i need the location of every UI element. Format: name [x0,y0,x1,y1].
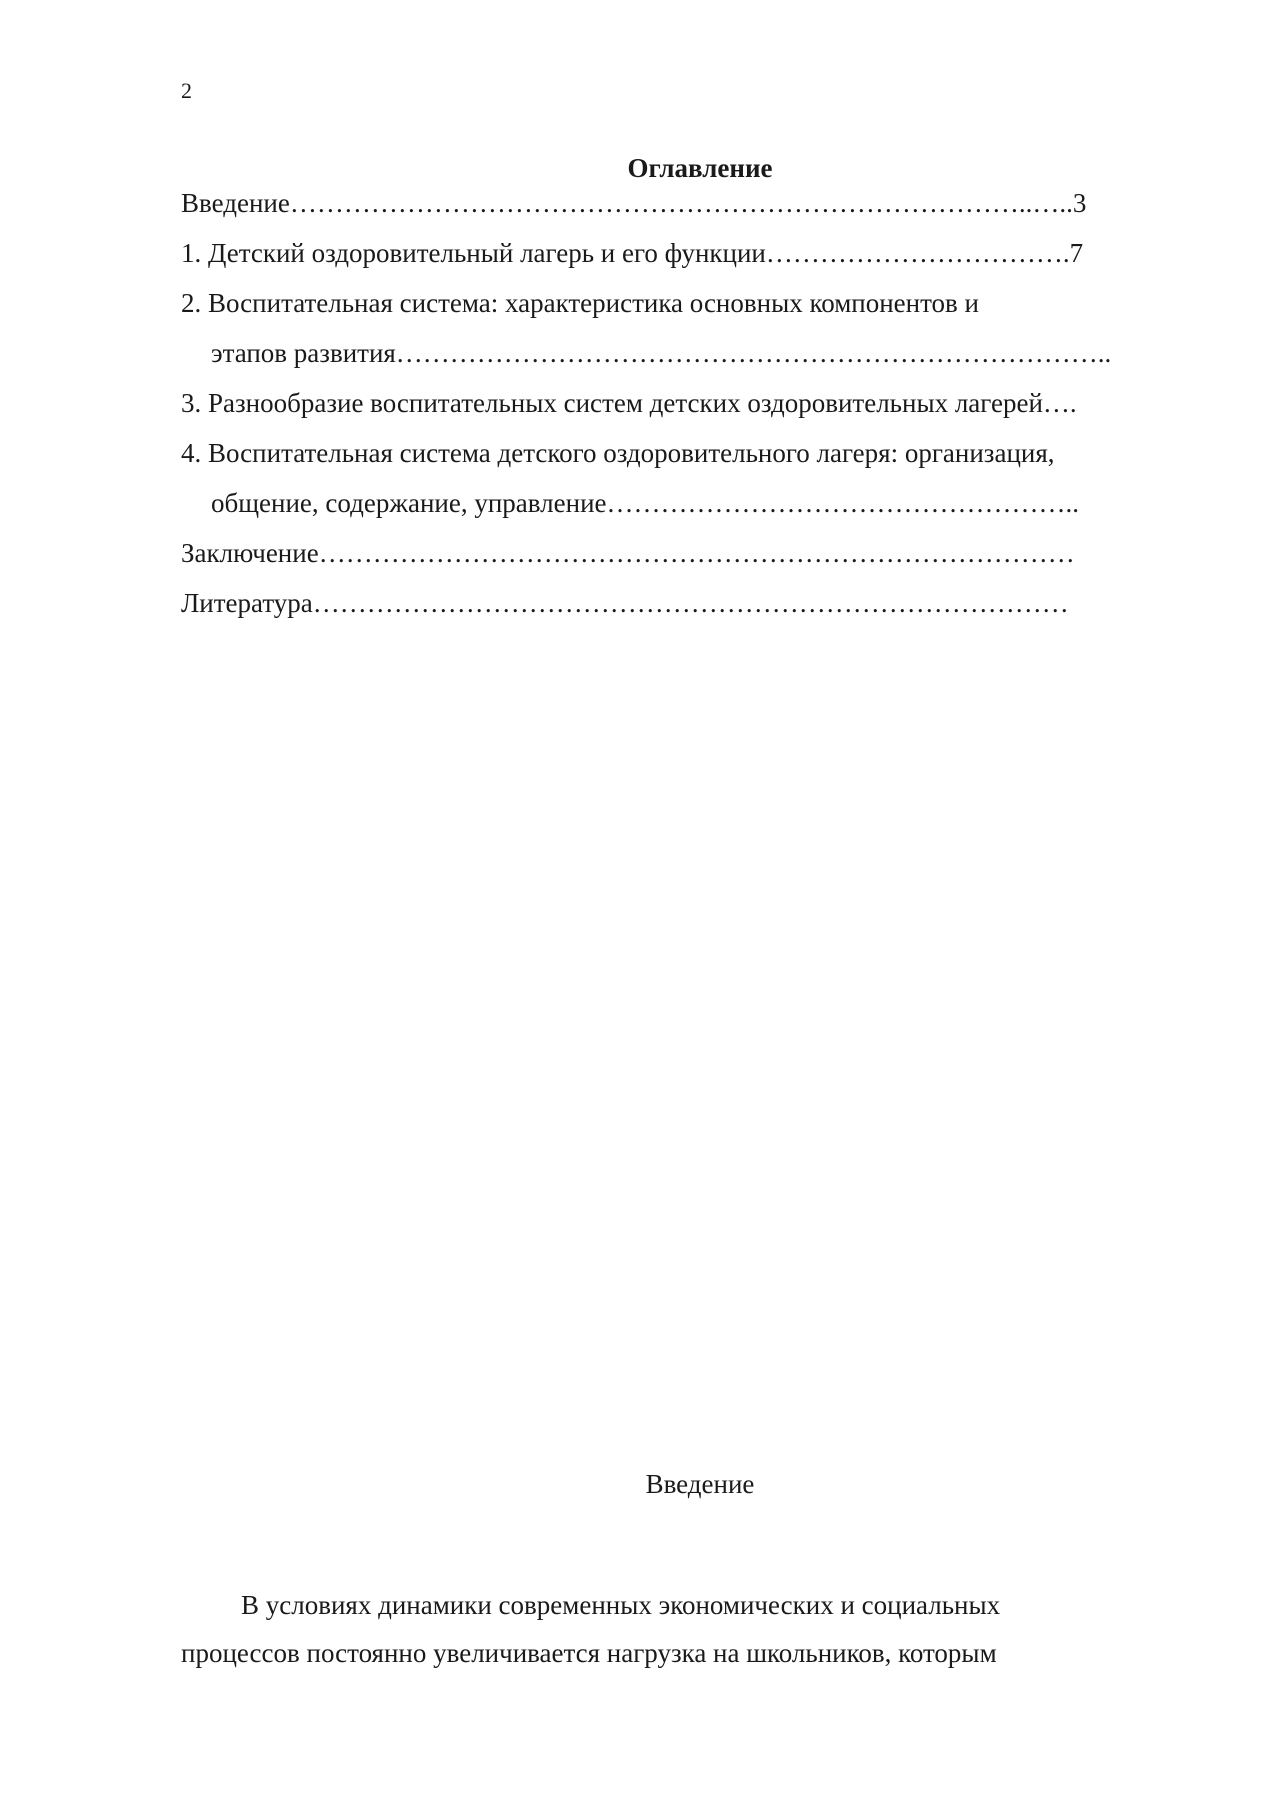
page-number: 2 [181,78,192,103]
toc-entry-introduction: Введение………………………………………………………………………..…..3 [181,188,1087,218]
toc-entry-4-continuation: общение, содержание, управление…………………………………………….. [211,488,1080,518]
toc-entry-1: 1. Детский оздоровительный лагерь и его функции…………………………….7 [181,238,1084,268]
introduction-heading: Введение [645,1469,755,1499]
toc-entry-conclusion: Заключение………………………………………………………………………… [181,538,1075,568]
toc-entry-2-continuation: этапов развития…………………………………………………………………….. [211,338,1112,368]
introduction-paragraph-line: процессов постоянно увеличивается нагрузка на школьников, которым [181,1638,997,1668]
toc-entry-3: 3. Разнообразие воспитательных систем детских оздоровительных лагерей…. [181,388,1077,418]
toc-title: Оглавление [627,153,773,183]
toc-entry-4: 4. Воспитательная система детского оздоровительного лагеря: организация, [181,438,1055,468]
toc-entry-2: 2. Воспитательная система: характеристика основных компонентов и [181,288,980,318]
toc-entry-literature: Литература………………………………………………………………………… [181,588,1069,618]
introduction-paragraph-line: В условиях динамики современных экономических и социальных [241,1590,1001,1620]
